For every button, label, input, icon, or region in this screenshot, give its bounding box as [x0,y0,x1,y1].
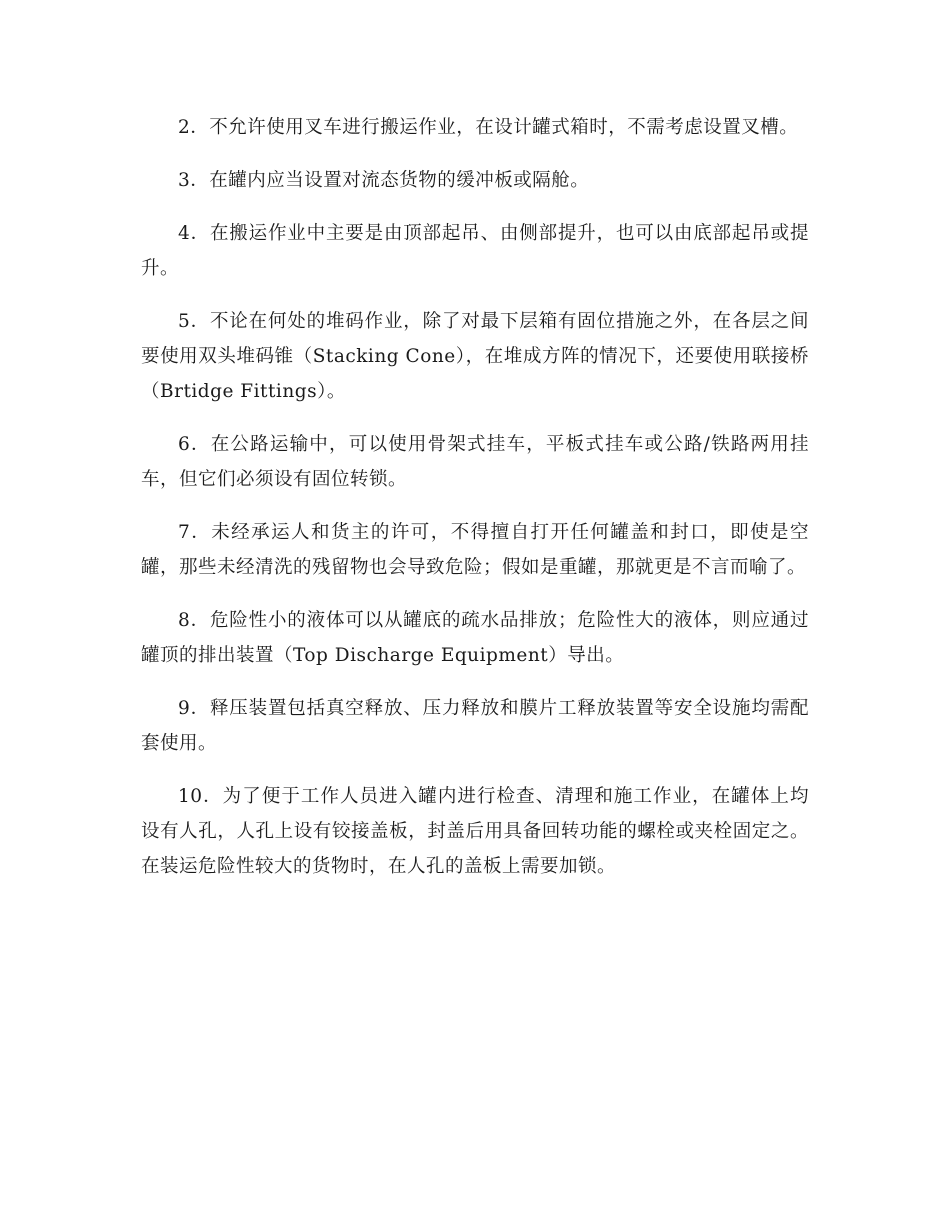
paragraph-item-2: 2．不允许使用叉车进行搬运作业，在设计罐式箱时，不需考虑设置叉槽。 [178,117,799,138]
paragraph-item-10: 10．为了便于工作人员进入罐内进行检查、清理和施工作业，在罐体上均设有人孔，人孔上设有铰接盖板，封盖后用具备回转功能的螺栓或夹栓固定之。在装运危险性较大的货物时，在人孔的盖板上需要加锁。 [141,786,809,877]
document-page [141,110,809,902]
paragraph-item-8: 8．危险性小的液体可以从罐底的疏水品排放；危险性大的液体，则应通过罐顶的排出装置（Top Discharge Equipment）导出。 [141,610,809,666]
paragraph-item-5: 5．不论在何处的堆码作业，除了对最下层箱有固位措施之外，在各层之间要使用双头堆码锥（Stacking Cone），在堆成方阵的情况下，还要使用联接桥（Brtidge Fittings）。 [141,311,809,402]
paragraph-item-7: 7．未经承运人和货主的许可，不得擅自打开任何罐盖和封口，即使是空罐，那些未经清洗的残留物也会导致危险；假如是重罐，那就更是不言而喻了。 [141,522,809,578]
paragraph-item-6: 6．在公路运输中，可以使用骨架式挂车，平板式挂车或公路/铁路两用挂车，但它们必须设有固位转锁。 [141,434,809,490]
paragraph-item-3: 3．在罐内应当设置对流态货物的缓冲板或隔舱。 [178,170,590,191]
paragraph-item-4: 4．在搬运作业中主要是由顶部起吊、由侧部提升，也可以由底部起吊或提升。 [141,223,809,279]
paragraph-item-9: 9．释压装置包括真空释放、压力释放和膜片工释放装置等安全设施均需配套使用。 [141,698,809,754]
